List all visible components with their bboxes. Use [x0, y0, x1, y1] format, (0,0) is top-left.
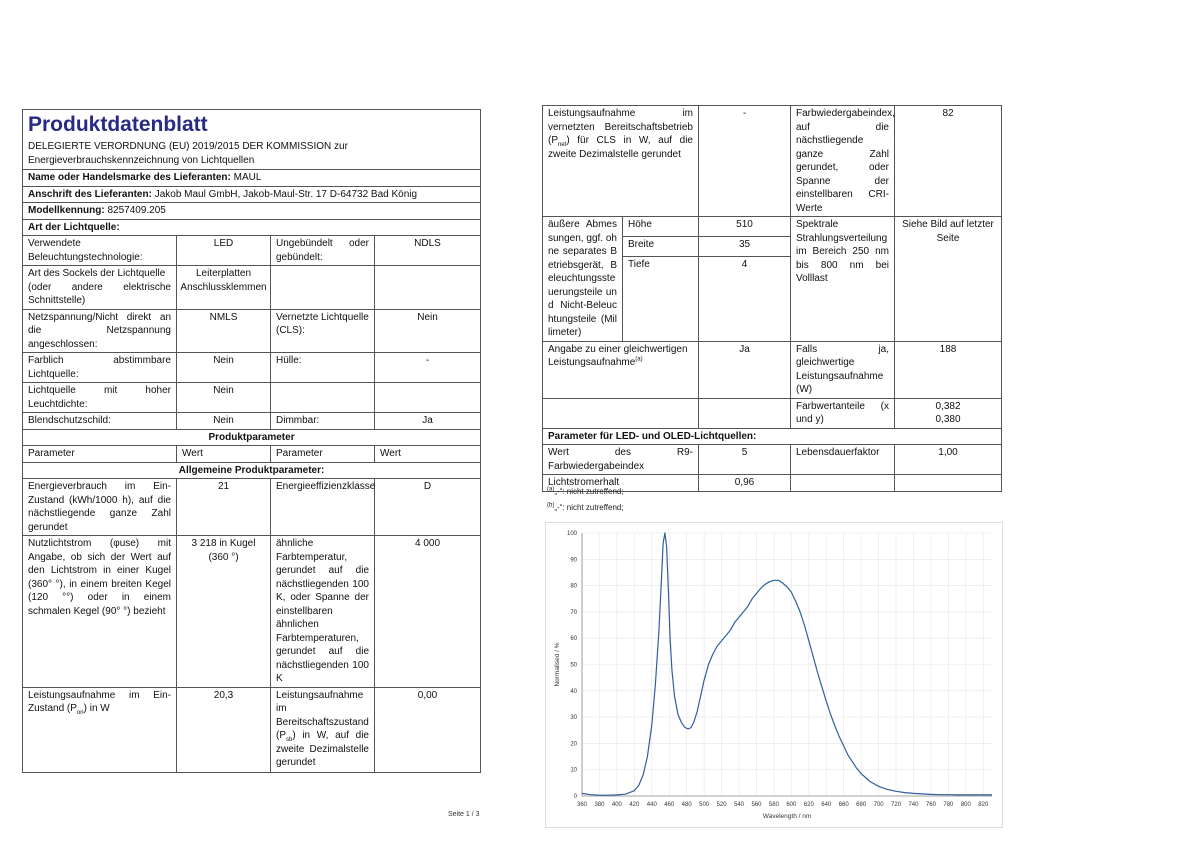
unbundled-value: NDLS — [375, 236, 481, 266]
model-row — [23, 203, 481, 220]
r9-label: Wert des R9-Farbwiedergabeindex — [543, 445, 699, 475]
supplier-value: MAUL — [233, 172, 262, 183]
section-product-parameters: Produktparameter — [23, 429, 481, 446]
useful-flux-value: 3 218 in Kugel (360 °) — [177, 536, 271, 688]
x-tick-label: 520 — [716, 802, 727, 808]
x-tick-label: 700 — [873, 802, 884, 808]
column-header-parameter: Parameter — [271, 446, 375, 463]
energy-consumption-value: 21 — [177, 479, 271, 536]
height-value: 510 — [699, 217, 791, 237]
supplier-label: Name oder Handelsmarke des Lieferanten: — [28, 172, 231, 183]
x-tick-label: 600 — [786, 802, 797, 808]
if-yes-value: 188 — [895, 341, 1002, 398]
networked-standby-value: - — [699, 106, 791, 217]
equivalent-power-label: Angabe zu einer gleichwertigen Leistungsaufnahme$^{(a)}$ — [543, 341, 699, 398]
chromaticity-label: Farbwertanteile (x und y) — [791, 398, 895, 428]
supplier-row — [23, 170, 481, 187]
socket-label: Art des Sockels der Lichtquelle — [28, 268, 166, 279]
glare-value: Nein — [177, 413, 271, 430]
address-label: Anschrift des Lieferanten: — [28, 188, 152, 200]
chromaticity-x: 0,382 — [935, 400, 961, 412]
dimmable-value: Ja — [375, 413, 481, 430]
tunable-label: Farblich abstimmbare Lichtquelle: — [23, 353, 177, 383]
empty-cell — [271, 266, 375, 310]
y-tick-label: 30 — [570, 715, 577, 722]
socket-label-cell — [23, 266, 177, 310]
technology-label: Verwendete Beleuchtungstechnologie: — [23, 236, 177, 266]
spectrum-series-line — [582, 533, 992, 795]
energy-consumption-label: Energieverbrauch im Ein-Zustand (kWh/1000 h), auf die nächstliegende ganze Zahl gerundet — [23, 479, 177, 536]
model-value: 8257409.205 — [107, 205, 166, 216]
technology-value: LED — [177, 236, 271, 266]
spectral-distribution-value: Siehe Bild auf letzter Seite — [895, 217, 1002, 342]
product-datasheet-table-left — [22, 109, 481, 773]
r9-value: 5 — [699, 445, 791, 475]
empty-cell — [895, 475, 1002, 492]
y-tick-label: 80 — [570, 583, 577, 590]
cct-label: ähnliche Farbtemperatur, gerundet auf die nächstliegenden 100 K, oder Spanne der einstellbaren ähnlichen Farbtemperaturen, gerundet auf die nächstliegenden 100 K — [271, 536, 375, 688]
tunable-value: Nein — [177, 353, 271, 383]
x-tick-label: 620 — [803, 802, 814, 808]
footnote-b: $^{(b)}$„-“: nicht zutreffend; — [547, 502, 624, 512]
y-tick-label: 90 — [570, 557, 577, 564]
column-header-value: Wert — [177, 446, 271, 463]
y-axis-label: Normalised / % — [554, 642, 561, 687]
y-tick-label: 50 — [570, 662, 577, 669]
height-label: Höhe — [623, 217, 699, 237]
spectral-distribution-chart — [545, 522, 1003, 828]
empty-cell — [375, 383, 481, 413]
standby-power-label: Leistungsaufnahme im Bereitschaftszustand $(P_{sb})$ in W, auf die zweite Dezimalstelle gerundet — [271, 687, 375, 772]
cct-value: 4 000 — [375, 536, 481, 688]
y-tick-label: 40 — [570, 688, 577, 695]
standby-power-value: 0,00 — [375, 687, 481, 772]
depth-value: 4 — [699, 256, 791, 341]
equivalent-power-value: Ja — [699, 341, 791, 398]
empty-cell — [699, 398, 791, 428]
energy-class-value: D — [375, 479, 481, 536]
if-yes-label: Falls ja, gleichwertige Leistungsaufnahme (W) — [791, 341, 895, 398]
width-value: 35 — [699, 236, 791, 256]
chromaticity-y: 0,380 — [935, 414, 961, 425]
empty-cell — [271, 383, 375, 413]
regulation-text: DELEGIERTE VERORDNUNG (EU) 2019/2015 DER KOMMISSION zur Energieverbrauchskennzeichnung von Lichtquellen — [23, 139, 481, 170]
y-tick-label: 60 — [570, 636, 577, 643]
envelope-label: Hülle: — [271, 353, 375, 383]
cls-label: Vernetzte Lichtquelle (CLS): — [271, 309, 375, 353]
address-value: Jakob Maul GmbH, Jakob-Maul-Str. 17 D-64732 Bad König — [154, 188, 418, 200]
y-tick-label: 100 — [566, 531, 577, 537]
product-datasheet-table-right — [542, 105, 1002, 492]
energy-class-label: Energieeffizienzklasse — [271, 479, 375, 536]
y-tick-label: 10 — [570, 767, 577, 774]
on-mode-power-value: 20,3 — [177, 687, 271, 772]
survival-factor-label: Lebensdauerfaktor — [791, 445, 895, 475]
depth-label: Tiefe — [623, 256, 699, 341]
cri-value: 82 — [895, 106, 1002, 217]
column-header-parameter: Parameter — [23, 446, 177, 463]
unbundled-label: Ungebündelt oder gebündelt: — [271, 236, 375, 266]
x-axis-label: Wavelength / nm — [762, 813, 812, 820]
glare-label: Blendschutzschild: — [23, 413, 177, 430]
x-tick-label: 420 — [629, 802, 640, 808]
x-tick-label: 540 — [734, 802, 745, 808]
envelope-value: - — [375, 353, 481, 383]
column-header-value: Wert — [375, 446, 481, 463]
footnote-a: $^{(a)}$„-“: nicht zutreffend; — [547, 486, 624, 496]
x-tick-label: 780 — [943, 802, 954, 808]
section-led-parameters: Parameter für LED- und OLED-Lichtquellen: — [543, 428, 1002, 445]
x-tick-label: 640 — [821, 802, 832, 808]
mains-value: NMLS — [177, 309, 271, 353]
x-tick-label: 360 — [576, 802, 588, 808]
lumen-maintenance-value: 0,96 — [699, 475, 791, 492]
lumen-maintenance-label: Lichtstromerhalt — [543, 475, 699, 492]
x-tick-label: 720 — [891, 802, 902, 808]
empty-cell — [375, 266, 481, 310]
x-tick-label: 820 — [978, 802, 989, 808]
x-tick-label: 740 — [908, 802, 919, 808]
x-tick-label: 440 — [646, 802, 657, 808]
socket-label-2: (oder andere elektrische Schnittstelle) — [28, 281, 171, 306]
section-light-source-type: Art der Lichtquelle: — [23, 219, 481, 236]
high-luminance-label: Lichtquelle mit hoher Leuchtdichte: — [23, 383, 177, 413]
high-luminance-value: Nein — [177, 383, 271, 413]
page-footer: Seite 1 / 3 — [448, 811, 480, 818]
section-general-parameters: Allgemeine Produktparameter: — [23, 462, 481, 479]
address-row — [23, 186, 481, 203]
x-tick-label: 660 — [838, 802, 849, 808]
dimensions-label: äußere Abmessungen, ggf. ohne separates Betriebsgerät, Beleuchtungssteuerungsteile und Nicht-Beleuchtungsteile (Millimeter) — [543, 217, 623, 342]
survival-factor-value: 1,00 — [895, 445, 1002, 475]
mains-label: Netzspannung/Nicht direkt an die Netzspannung angeschlossen: — [23, 309, 177, 353]
x-tick-label: 760 — [925, 802, 936, 808]
x-tick-label: 680 — [856, 802, 867, 808]
y-tick-label: 70 — [570, 609, 577, 616]
networked-standby-label: Leistungsaufnahme im vernetzten Bereitschaftsbetrieb $(P_{net})$ für CLS in W, auf die zweite Dezimalstelle gerundet — [543, 106, 699, 217]
socket-value: Leiterplatten Anschlussklemmen — [177, 266, 271, 310]
on-mode-power-label: Leistungsaufnahme im Ein-Zustand $(P_{on})$ in W — [23, 687, 177, 772]
chromaticity-value — [895, 398, 1002, 428]
page-title: Produktdatenblatt — [23, 110, 481, 140]
width-label: Breite — [623, 236, 699, 256]
chart-svg — [546, 523, 1002, 827]
model-label: Modellkennung: — [28, 205, 105, 216]
x-tick-label: 400 — [611, 802, 622, 808]
y-tick-label: 20 — [570, 741, 577, 748]
x-tick-label: 800 — [960, 802, 971, 808]
spectral-distribution-label: Spektrale Strahlungsverteilung im Bereich 250 nm bis 800 nm bei Volllast — [791, 217, 895, 342]
cri-label: Farbwiedergabeindex, auf die nächstliegende ganze Zahl gerundet, oder Spanne der einstellbaren CRI-Werte — [791, 106, 895, 217]
cls-value: Nein — [375, 309, 481, 353]
x-tick-label: 480 — [681, 802, 692, 808]
dimmable-label: Dimmbar: — [271, 413, 375, 430]
y-tick-label: 0 — [573, 794, 577, 800]
x-tick-label: 500 — [699, 802, 710, 808]
x-tick-label: 380 — [594, 802, 605, 808]
x-tick-label: 460 — [664, 802, 675, 808]
x-tick-label: 580 — [768, 802, 779, 808]
x-tick-label: 560 — [751, 802, 762, 808]
useful-flux-label: Nutzlichtstrom (φuse) mit Angabe, ob sich der Wert auf den Lichtstrom in einer Kugel (360° °), in einem breiten Kegel (120 °°) oder in einem schmalen Kegel (90° °) bezieht — [23, 536, 177, 688]
empty-cell — [543, 398, 699, 428]
empty-cell — [791, 475, 895, 492]
